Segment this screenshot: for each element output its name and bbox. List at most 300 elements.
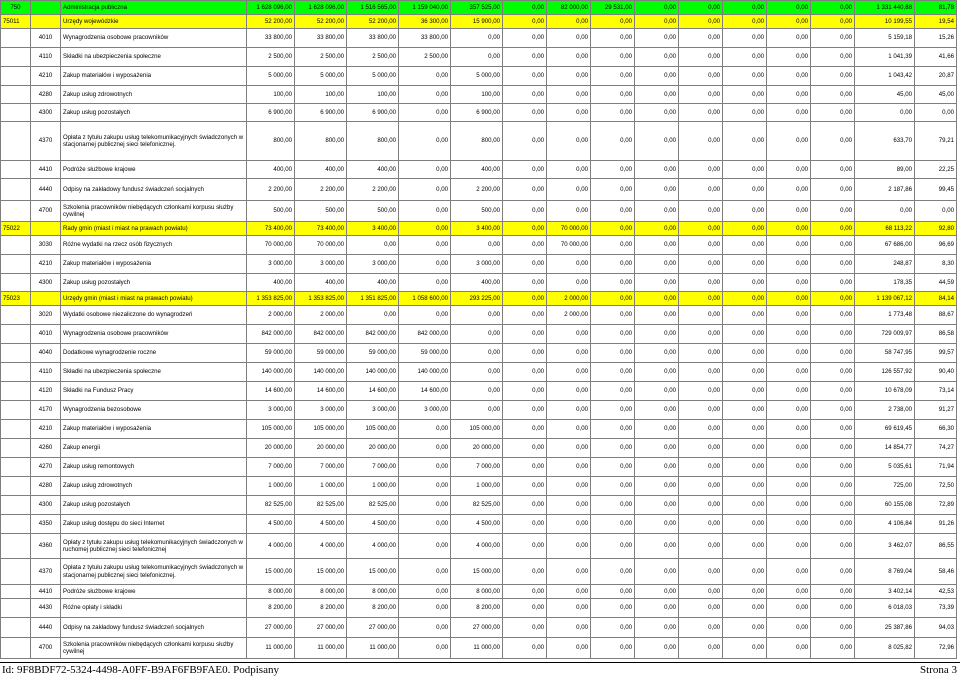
- cell-salaries: 33 800,00: [399, 29, 451, 48]
- cell-execution-amount: 2 738,00: [855, 401, 915, 420]
- cell-property-expenses: 0,00: [723, 534, 767, 559]
- cell-statutory-tasks: 0,00: [451, 363, 503, 382]
- cell-investments: 0,00: [767, 292, 811, 306]
- cell-current-expenses: 800,00: [347, 122, 399, 161]
- cell-grants: 0,00: [503, 534, 547, 559]
- cell-dzial-code: [1, 496, 31, 515]
- table-row: [1, 104, 957, 122]
- cell-debt-service: 0,00: [679, 559, 723, 585]
- cell-current-expenses: 52 200,00: [347, 15, 399, 29]
- cell-property-expenses: 0,00: [723, 496, 767, 515]
- cell-current-expenses: 1 516 565,00: [347, 1, 399, 15]
- cell-statutory-tasks: 100,00: [451, 86, 503, 104]
- cell-plan-initial: 11 000,00: [247, 638, 295, 659]
- cell-plan-initial: 105 000,00: [247, 420, 295, 439]
- cell-plan-initial: 3 000,00: [247, 255, 295, 274]
- cell-eu-investments: 0,00: [811, 559, 855, 585]
- cell-statutory-tasks: 4 500,00: [451, 515, 503, 534]
- cell-property-expenses: 0,00: [723, 15, 767, 29]
- cell-grants: 0,00: [503, 638, 547, 659]
- cell-grants: 0,00: [503, 477, 547, 496]
- cell-execution-amount: 10 199,55: [855, 15, 915, 29]
- cell-salaries: 0,00: [399, 458, 451, 477]
- cell-debt-service: 0,00: [679, 222, 723, 236]
- cell-execution-amount: 0,00: [855, 104, 915, 122]
- cell-eu-funds: 0,00: [591, 122, 635, 161]
- cell-dzial-code: [1, 236, 31, 255]
- cell-eu-investments: 0,00: [811, 515, 855, 534]
- cell-statutory-tasks: 0,00: [451, 48, 503, 67]
- cell-grants: 0,00: [503, 585, 547, 599]
- cell-grants: 0,00: [503, 201, 547, 222]
- cell-property-expenses: 0,00: [723, 439, 767, 458]
- cell-investments: 0,00: [767, 344, 811, 363]
- cell-paragraf-code: 3020: [31, 306, 61, 325]
- cell-eu-investments: 0,00: [811, 274, 855, 292]
- budget-table-body: [1, 1, 957, 659]
- table-row: [1, 382, 957, 401]
- cell-salaries: 0,00: [399, 179, 451, 201]
- cell-property-expenses: 0,00: [723, 559, 767, 585]
- cell-eu-investments: 0,00: [811, 344, 855, 363]
- cell-statutory-tasks: 105 000,00: [451, 420, 503, 439]
- cell-debt-service: 0,00: [679, 401, 723, 420]
- cell-benefits: 0,00: [547, 401, 591, 420]
- cell-grants: 0,00: [503, 1, 547, 15]
- cell-paragraf-code: 4430: [31, 599, 61, 618]
- cell-eu-funds: 0,00: [591, 439, 635, 458]
- cell-execution-amount: 5 035,61: [855, 458, 915, 477]
- cell-execution-percent: 94,03: [915, 618, 957, 638]
- cell-plan-initial: 5 000,00: [247, 67, 295, 86]
- cell-investments: 0,00: [767, 559, 811, 585]
- cell-investments: 0,00: [767, 496, 811, 515]
- table-row: [1, 179, 957, 201]
- cell-benefits: 0,00: [547, 15, 591, 29]
- cell-eu-funds: 0,00: [591, 67, 635, 86]
- cell-execution-percent: 45,00: [915, 86, 957, 104]
- cell-current-expenses: 8 000,00: [347, 585, 399, 599]
- cell-eu-investments: 0,00: [811, 222, 855, 236]
- table-row: [1, 15, 957, 29]
- cell-plan-after-changes: 500,00: [295, 201, 347, 222]
- cell-execution-amount: 45,00: [855, 86, 915, 104]
- cell-debt-service: 0,00: [679, 86, 723, 104]
- cell-current-expenses: 0,00: [347, 236, 399, 255]
- cell-grants: 0,00: [503, 104, 547, 122]
- table-row: [1, 559, 957, 585]
- cell-debt-service: 0,00: [679, 122, 723, 161]
- cell-salaries: 0,00: [399, 255, 451, 274]
- cell-description: Zakup usług dostępu do sieci Internet: [61, 515, 247, 534]
- cell-paragraf-code: 4210: [31, 255, 61, 274]
- cell-property-expenses: 0,00: [723, 638, 767, 659]
- cell-eu-investments: 0,00: [811, 401, 855, 420]
- cell-eu-investments: 0,00: [811, 496, 855, 515]
- cell-grants: 0,00: [503, 86, 547, 104]
- cell-statutory-tasks: 0,00: [451, 325, 503, 344]
- cell-description: Zakup usług zdrowotnych: [61, 86, 247, 104]
- cell-salaries: 0,00: [399, 306, 451, 325]
- cell-paragraf-code: 4350: [31, 515, 61, 534]
- cell-guarantees: 0,00: [635, 420, 679, 439]
- cell-salaries: 842 000,00: [399, 325, 451, 344]
- cell-benefits: 0,00: [547, 618, 591, 638]
- cell-execution-amount: 25 387,86: [855, 618, 915, 638]
- cell-plan-after-changes: 800,00: [295, 122, 347, 161]
- cell-plan-after-changes: 100,00: [295, 86, 347, 104]
- cell-paragraf-code: 4360: [31, 534, 61, 559]
- cell-investments: 0,00: [767, 325, 811, 344]
- cell-benefits: 0,00: [547, 585, 591, 599]
- table-row: [1, 599, 957, 618]
- cell-guarantees: 0,00: [635, 585, 679, 599]
- cell-grants: 0,00: [503, 496, 547, 515]
- cell-benefits: 0,00: [547, 274, 591, 292]
- table-row: [1, 534, 957, 559]
- cell-description: Opłaty z tytułu zakupu usług telekomunikacyjnych świadczonych w ruchomej publicznej sieci telefonicznej: [61, 534, 247, 559]
- cell-property-expenses: 0,00: [723, 29, 767, 48]
- cell-plan-initial: 500,00: [247, 201, 295, 222]
- cell-grants: 0,00: [503, 306, 547, 325]
- cell-guarantees: 0,00: [635, 306, 679, 325]
- cell-execution-amount: 3 462,07: [855, 534, 915, 559]
- cell-execution-percent: 0,00: [915, 104, 957, 122]
- cell-guarantees: 0,00: [635, 236, 679, 255]
- cell-grants: 0,00: [503, 48, 547, 67]
- cell-grants: 0,00: [503, 344, 547, 363]
- cell-statutory-tasks: 2 200,00: [451, 179, 503, 201]
- cell-description: Wydatki osobowe niezaliczone do wynagrodzeń: [61, 306, 247, 325]
- cell-debt-service: 0,00: [679, 458, 723, 477]
- cell-guarantees: 0,00: [635, 15, 679, 29]
- cell-description: Zakup usług pozostałych: [61, 104, 247, 122]
- cell-current-expenses: 20 000,00: [347, 439, 399, 458]
- cell-plan-after-changes: 73 400,00: [295, 222, 347, 236]
- table-row: [1, 86, 957, 104]
- cell-eu-investments: 0,00: [811, 161, 855, 179]
- cell-description: Administracja publiczna: [61, 1, 247, 15]
- cell-current-expenses: 2 200,00: [347, 179, 399, 201]
- cell-paragraf-code: 4110: [31, 363, 61, 382]
- cell-grants: 0,00: [503, 255, 547, 274]
- cell-plan-initial: 20 000,00: [247, 439, 295, 458]
- cell-dzial-code: [1, 67, 31, 86]
- cell-grants: 0,00: [503, 325, 547, 344]
- cell-execution-percent: 15,26: [915, 29, 957, 48]
- cell-property-expenses: 0,00: [723, 618, 767, 638]
- cell-investments: 0,00: [767, 585, 811, 599]
- cell-eu-funds: 0,00: [591, 585, 635, 599]
- cell-current-expenses: 842 000,00: [347, 325, 399, 344]
- cell-current-expenses: 105 000,00: [347, 420, 399, 439]
- cell-property-expenses: 0,00: [723, 344, 767, 363]
- cell-plan-initial: 3 000,00: [247, 401, 295, 420]
- cell-grants: 0,00: [503, 29, 547, 48]
- cell-plan-initial: 70 000,00: [247, 236, 295, 255]
- table-row: [1, 477, 957, 496]
- cell-eu-investments: 0,00: [811, 122, 855, 161]
- cell-eu-funds: 0,00: [591, 638, 635, 659]
- cell-investments: 0,00: [767, 274, 811, 292]
- cell-dzial-code: [1, 439, 31, 458]
- cell-execution-amount: 2 187,86: [855, 179, 915, 201]
- cell-property-expenses: 0,00: [723, 48, 767, 67]
- cell-property-expenses: 0,00: [723, 274, 767, 292]
- cell-description: Składki na ubezpieczenia społeczne: [61, 48, 247, 67]
- cell-execution-amount: 67 686,00: [855, 236, 915, 255]
- cell-investments: 0,00: [767, 515, 811, 534]
- cell-benefits: 0,00: [547, 477, 591, 496]
- cell-eu-funds: 0,00: [591, 534, 635, 559]
- cell-debt-service: 0,00: [679, 201, 723, 222]
- cell-dzial-code: 750: [1, 1, 31, 15]
- cell-plan-after-changes: 14 600,00: [295, 382, 347, 401]
- cell-current-expenses: 3 000,00: [347, 401, 399, 420]
- cell-eu-funds: 0,00: [591, 161, 635, 179]
- cell-current-expenses: 33 800,00: [347, 29, 399, 48]
- cell-investments: 0,00: [767, 161, 811, 179]
- cell-paragraf-code: 4260: [31, 439, 61, 458]
- table-row: [1, 638, 957, 659]
- cell-current-expenses: 14 600,00: [347, 382, 399, 401]
- cell-plan-after-changes: 70 000,00: [295, 236, 347, 255]
- cell-plan-after-changes: 20 000,00: [295, 439, 347, 458]
- cell-execution-percent: 20,87: [915, 67, 957, 86]
- cell-salaries: 0,00: [399, 201, 451, 222]
- cell-dzial-code: [1, 458, 31, 477]
- cell-execution-amount: 729 009,97: [855, 325, 915, 344]
- cell-current-expenses: 82 525,00: [347, 496, 399, 515]
- cell-grants: 0,00: [503, 559, 547, 585]
- cell-guarantees: 0,00: [635, 122, 679, 161]
- cell-plan-initial: 800,00: [247, 122, 295, 161]
- cell-plan-initial: 27 000,00: [247, 618, 295, 638]
- cell-investments: 0,00: [767, 306, 811, 325]
- cell-plan-initial: 2 500,00: [247, 48, 295, 67]
- cell-guarantees: 0,00: [635, 477, 679, 496]
- cell-plan-after-changes: 842 000,00: [295, 325, 347, 344]
- cell-plan-initial: 400,00: [247, 161, 295, 179]
- cell-plan-after-changes: 6 900,00: [295, 104, 347, 122]
- cell-investments: 0,00: [767, 122, 811, 161]
- cell-eu-funds: 0,00: [591, 306, 635, 325]
- cell-eu-funds: 0,00: [591, 222, 635, 236]
- cell-plan-initial: 59 000,00: [247, 344, 295, 363]
- table-row: [1, 325, 957, 344]
- cell-grants: 0,00: [503, 15, 547, 29]
- cell-property-expenses: 0,00: [723, 179, 767, 201]
- cell-plan-after-changes: 82 525,00: [295, 496, 347, 515]
- cell-debt-service: 0,00: [679, 179, 723, 201]
- cell-paragraf-code: 4110: [31, 48, 61, 67]
- cell-salaries: 0,00: [399, 222, 451, 236]
- cell-execution-percent: 96,69: [915, 236, 957, 255]
- cell-execution-percent: 86,55: [915, 534, 957, 559]
- cell-guarantees: 0,00: [635, 292, 679, 306]
- cell-grants: 0,00: [503, 292, 547, 306]
- cell-description: Opłata z tytułu zakupu usług telekomunikacyjnych świadczonych w stacjonarnej publicznej sieci telefonicznej.: [61, 559, 247, 585]
- cell-guarantees: 0,00: [635, 201, 679, 222]
- cell-eu-funds: 29 531,00: [591, 1, 635, 15]
- cell-investments: 0,00: [767, 48, 811, 67]
- cell-plan-after-changes: 140 000,00: [295, 363, 347, 382]
- cell-investments: 0,00: [767, 363, 811, 382]
- cell-execution-amount: 725,00: [855, 477, 915, 496]
- cell-execution-amount: 0,00: [855, 201, 915, 222]
- cell-description: Dodatkowe wynagrodzenie roczne: [61, 344, 247, 363]
- cell-dzial-code: [1, 325, 31, 344]
- cell-guarantees: 0,00: [635, 179, 679, 201]
- cell-current-expenses: 6 900,00: [347, 104, 399, 122]
- cell-guarantees: 0,00: [635, 222, 679, 236]
- cell-debt-service: 0,00: [679, 618, 723, 638]
- cell-grants: 0,00: [503, 599, 547, 618]
- cell-benefits: 0,00: [547, 201, 591, 222]
- cell-statutory-tasks: 7 000,00: [451, 458, 503, 477]
- cell-plan-initial: 14 600,00: [247, 382, 295, 401]
- cell-dzial-code: 75023: [1, 292, 31, 306]
- cell-plan-after-changes: 3 000,00: [295, 401, 347, 420]
- cell-description: Wynagrodzenia osobowe pracowników: [61, 29, 247, 48]
- cell-eu-investments: 0,00: [811, 420, 855, 439]
- cell-eu-investments: 0,00: [811, 363, 855, 382]
- cell-execution-amount: 633,70: [855, 122, 915, 161]
- cell-plan-after-changes: 1 000,00: [295, 477, 347, 496]
- cell-eu-investments: 0,00: [811, 29, 855, 48]
- cell-eu-investments: 0,00: [811, 534, 855, 559]
- cell-eu-investments: 0,00: [811, 67, 855, 86]
- cell-eu-investments: 0,00: [811, 15, 855, 29]
- cell-execution-percent: 90,40: [915, 363, 957, 382]
- cell-benefits: 70 000,00: [547, 222, 591, 236]
- table-row: [1, 292, 957, 306]
- cell-grants: 0,00: [503, 401, 547, 420]
- cell-plan-after-changes: 8 200,00: [295, 599, 347, 618]
- cell-property-expenses: 0,00: [723, 599, 767, 618]
- cell-description: Wynagrodzenia bezosobowe: [61, 401, 247, 420]
- cell-investments: 0,00: [767, 618, 811, 638]
- cell-description: Zakup materiałów i wyposażenia: [61, 255, 247, 274]
- cell-benefits: 0,00: [547, 534, 591, 559]
- cell-statutory-tasks: 800,00: [451, 122, 503, 161]
- cell-plan-after-changes: 105 000,00: [295, 420, 347, 439]
- cell-salaries: 0,00: [399, 477, 451, 496]
- cell-execution-amount: 248,87: [855, 255, 915, 274]
- cell-eu-investments: 0,00: [811, 458, 855, 477]
- cell-plan-initial: 1 628 096,00: [247, 1, 295, 15]
- cell-execution-amount: 89,00: [855, 161, 915, 179]
- cell-property-expenses: 0,00: [723, 401, 767, 420]
- cell-grants: 0,00: [503, 67, 547, 86]
- cell-execution-amount: 69 619,45: [855, 420, 915, 439]
- cell-plan-after-changes: 11 000,00: [295, 638, 347, 659]
- cell-execution-amount: 60 155,08: [855, 496, 915, 515]
- cell-debt-service: 0,00: [679, 439, 723, 458]
- cell-property-expenses: 0,00: [723, 236, 767, 255]
- cell-salaries: 0,00: [399, 496, 451, 515]
- cell-paragraf-code: 4270: [31, 458, 61, 477]
- cell-execution-amount: 6 018,03: [855, 599, 915, 618]
- cell-execution-percent: 88,67: [915, 306, 957, 325]
- cell-plan-after-changes: 3 000,00: [295, 255, 347, 274]
- cell-statutory-tasks: 15 900,00: [451, 15, 503, 29]
- table-row: [1, 363, 957, 382]
- cell-description: Składki na ubezpieczenia społeczne: [61, 363, 247, 382]
- cell-execution-percent: 58,46: [915, 559, 957, 585]
- cell-salaries: 0,00: [399, 236, 451, 255]
- cell-paragraf-code: 4210: [31, 420, 61, 439]
- cell-description: Różne opłaty i składki: [61, 599, 247, 618]
- cell-benefits: 2 000,00: [547, 306, 591, 325]
- cell-debt-service: 0,00: [679, 1, 723, 15]
- cell-execution-amount: 1 773,48: [855, 306, 915, 325]
- cell-plan-after-changes: 2 200,00: [295, 179, 347, 201]
- cell-eu-investments: 0,00: [811, 179, 855, 201]
- cell-debt-service: 0,00: [679, 638, 723, 659]
- cell-eu-funds: 0,00: [591, 477, 635, 496]
- table-row: [1, 29, 957, 48]
- cell-description: Składki na Fundusz Pracy: [61, 382, 247, 401]
- cell-salaries: 1 159 040,00: [399, 1, 451, 15]
- cell-debt-service: 0,00: [679, 477, 723, 496]
- cell-eu-investments: 0,00: [811, 382, 855, 401]
- cell-plan-after-changes: 400,00: [295, 161, 347, 179]
- cell-current-expenses: 15 000,00: [347, 559, 399, 585]
- cell-plan-initial: 33 800,00: [247, 29, 295, 48]
- cell-eu-funds: 0,00: [591, 344, 635, 363]
- cell-execution-amount: 1 041,39: [855, 48, 915, 67]
- cell-current-expenses: 2 500,00: [347, 48, 399, 67]
- cell-guarantees: 0,00: [635, 104, 679, 122]
- cell-statutory-tasks: 0,00: [451, 401, 503, 420]
- cell-benefits: 0,00: [547, 86, 591, 104]
- cell-description: Zakup usług pozostałych: [61, 274, 247, 292]
- cell-property-expenses: 0,00: [723, 515, 767, 534]
- cell-eu-funds: 0,00: [591, 86, 635, 104]
- cell-debt-service: 0,00: [679, 48, 723, 67]
- page-number: Strona 3: [920, 664, 957, 676]
- cell-execution-percent: 22,25: [915, 161, 957, 179]
- cell-benefits: 0,00: [547, 420, 591, 439]
- cell-benefits: 0,00: [547, 255, 591, 274]
- cell-current-expenses: 500,00: [347, 201, 399, 222]
- cell-benefits: 0,00: [547, 559, 591, 585]
- cell-statutory-tasks: 357 525,00: [451, 1, 503, 15]
- cell-plan-after-changes: 2 000,00: [295, 306, 347, 325]
- cell-execution-percent: 44,59: [915, 274, 957, 292]
- cell-dzial-code: [1, 477, 31, 496]
- cell-plan-initial: 2 000,00: [247, 306, 295, 325]
- cell-eu-funds: 0,00: [591, 515, 635, 534]
- cell-salaries: 0,00: [399, 67, 451, 86]
- cell-debt-service: 0,00: [679, 292, 723, 306]
- cell-investments: 0,00: [767, 401, 811, 420]
- cell-execution-amount: 8 025,82: [855, 638, 915, 659]
- cell-eu-funds: 0,00: [591, 363, 635, 382]
- cell-eu-investments: 0,00: [811, 439, 855, 458]
- cell-dzial-code: [1, 179, 31, 201]
- cell-current-expenses: 140 000,00: [347, 363, 399, 382]
- cell-eu-investments: 0,00: [811, 599, 855, 618]
- cell-dzial-code: [1, 161, 31, 179]
- cell-eu-investments: 0,00: [811, 104, 855, 122]
- table-row: [1, 515, 957, 534]
- cell-paragraf-code: 4370: [31, 559, 61, 585]
- cell-description: Odpisy na zakładowy fundusz świadczeń socjalnych: [61, 618, 247, 638]
- cell-plan-after-changes: 2 500,00: [295, 48, 347, 67]
- cell-salaries: 3 000,00: [399, 401, 451, 420]
